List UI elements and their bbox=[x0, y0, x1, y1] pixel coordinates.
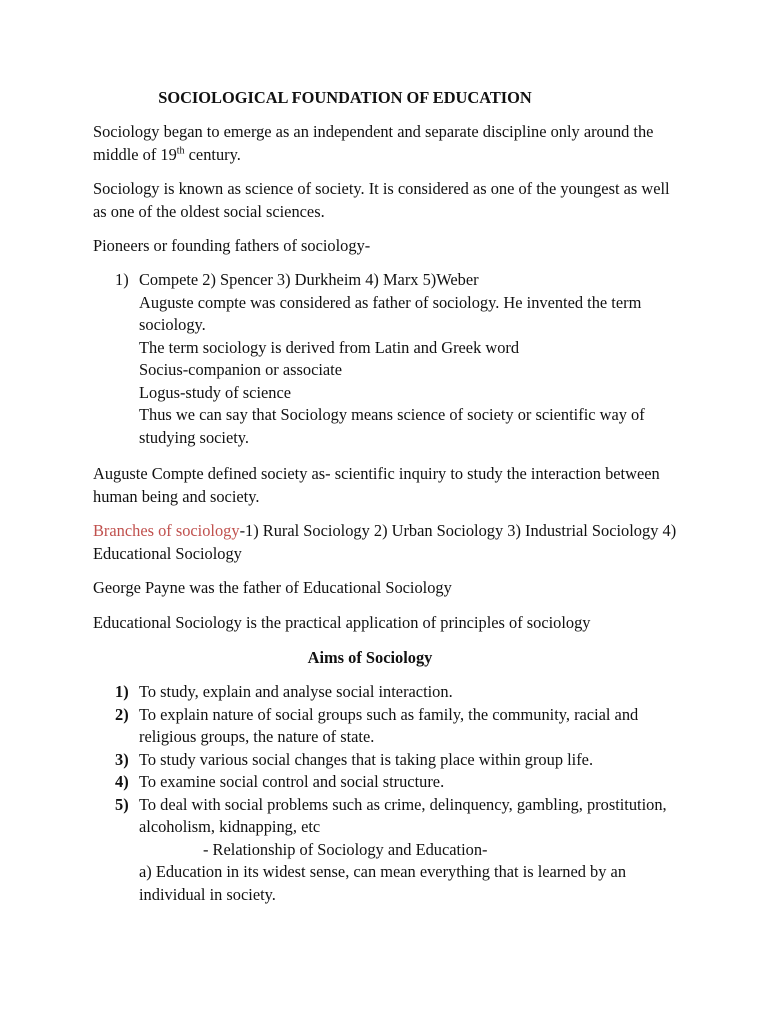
aims-item bbox=[115, 749, 685, 772]
aims-text: To deal with social problems such as crime, delinquency, gambling, prostitution, alcoholism, kidnapping, etc bbox=[139, 794, 667, 836]
intro-paragraph-1 bbox=[93, 121, 683, 166]
intro-paragraph-3: Pioneers or founding fathers of sociology- bbox=[93, 236, 371, 255]
aims-text: To study various social changes that is taking place within group life. bbox=[139, 749, 594, 769]
aims-number: 2) bbox=[115, 704, 129, 724]
branches-text: -1) Rural Sociology 2) Urban Sociology 3) Industrial Sociology 4) Educational Sociology bbox=[93, 521, 677, 563]
aims-number: 1) bbox=[115, 682, 129, 701]
pioneers-item bbox=[115, 269, 685, 449]
branches-label: Branches of sociology bbox=[93, 521, 240, 540]
pioneers-detail-2: The term sociology is derived from Latin and Greek word bbox=[139, 337, 520, 357]
pioneers-detail-1: Auguste compte was considered as father of sociology. He invented the term sociology. bbox=[139, 292, 642, 334]
pioneers-detail-3: Socius-companion or associate bbox=[139, 360, 343, 379]
aims-heading: Aims of Sociology bbox=[307, 648, 433, 667]
relationship-heading: - Relationship of Sociology and Education- bbox=[203, 839, 488, 859]
aims-text: To explain nature of social groups such as family, the community, racial and religious groups, the nature of state. bbox=[139, 704, 639, 746]
aims-item bbox=[115, 771, 685, 794]
intro-p1-end: century. bbox=[184, 144, 241, 164]
aims-list bbox=[115, 681, 685, 906]
aims-text: To study, explain and analyse social interaction. bbox=[139, 682, 453, 701]
pioneers-names: Compete 2) Spencer 3) Durkheim 4) Marx 5)Weber bbox=[139, 270, 479, 289]
intro-paragraph-2: Sociology is known as science of society. It is considered as one of the youngest as well as one of the oldest social sciences. bbox=[93, 179, 670, 221]
list-number: 1) bbox=[115, 270, 129, 289]
pioneers-detail-5: Thus we can say that Sociology means science of society or scientific way of studying society. bbox=[139, 405, 645, 447]
pioneers-list bbox=[115, 269, 685, 449]
aims-number: 5) bbox=[115, 794, 129, 814]
definition-paragraph: Auguste Compte defined society as- scientific inquiry to study the interaction between human being and society. bbox=[93, 464, 660, 506]
branches-paragraph bbox=[93, 520, 683, 565]
aims-number: 4) bbox=[115, 772, 129, 791]
payne-paragraph: George Payne was the father of Educational Sociology bbox=[93, 578, 452, 597]
aims-item bbox=[115, 704, 685, 749]
intro-p1-text: Sociology began to emerge as an independent and separate discipline only around the middle of 19 bbox=[93, 122, 654, 164]
education-definition: a) Education in its widest sense, can mean everything that is learned by an individual in society. bbox=[139, 862, 627, 904]
educational-sociology-paragraph: Educational Sociology is the practical application of principles of sociology bbox=[93, 613, 591, 632]
aims-item bbox=[115, 681, 685, 704]
aims-text: To examine social control and social structure. bbox=[139, 772, 445, 791]
intro-p1-superscript: th bbox=[176, 145, 185, 157]
aims-number: 3) bbox=[115, 749, 129, 769]
aims-item bbox=[115, 794, 685, 907]
pioneers-detail-4: Logus-study of science bbox=[139, 382, 292, 402]
page-title: SOCIOLOGICAL FOUNDATION OF EDUCATION bbox=[158, 88, 532, 107]
